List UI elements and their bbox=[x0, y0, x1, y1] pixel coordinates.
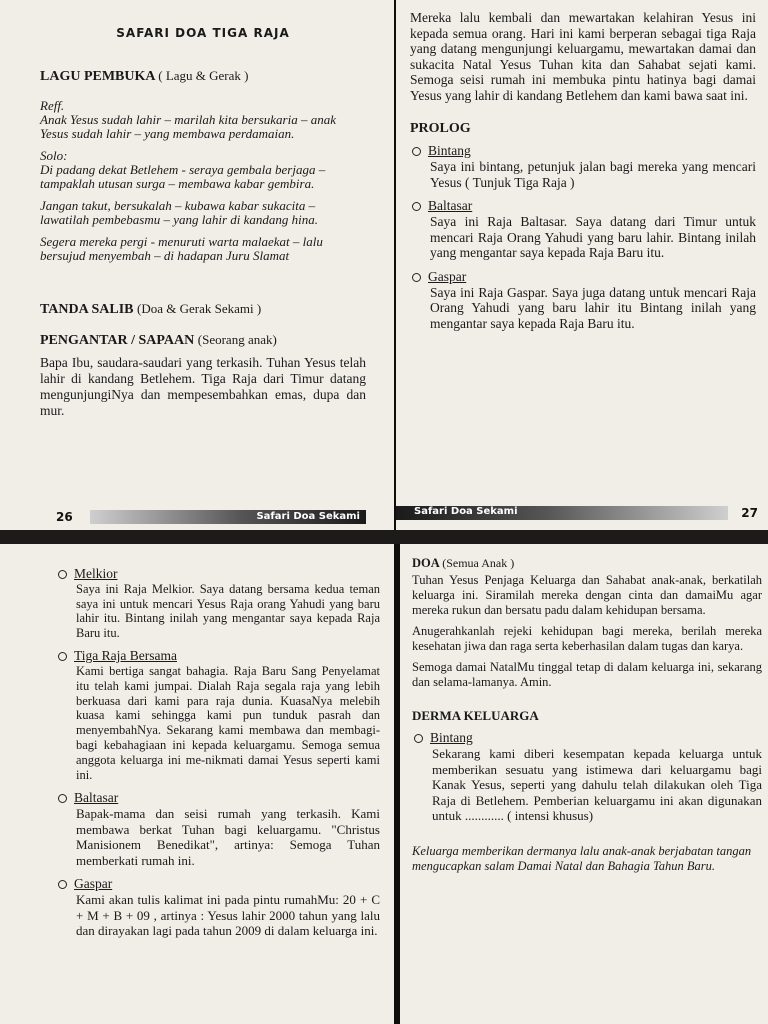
prolog-heading: PROLOG bbox=[410, 121, 471, 136]
role-text: Sekarang kami diberi kesempatan kepada keluarga untuk memberikan sesuatu yang istimewa dari keluargamu bagi Kanak Yesus, seperti yang dahulu telah dilakukan oleh Tiga Raja di Betlehem. Pemberian keluargamu ini akan digunakan untuk ............ ( intensi khusus) bbox=[432, 746, 762, 823]
bullet-circle-icon bbox=[412, 273, 421, 282]
closing-instruction: Keluarga memberikan dermanya lalu anak-anak berjabatan tangan mengucapkan salam Damai Natal dan Bahagia Tahun Baru. bbox=[412, 843, 752, 873]
role-name: Baltasar bbox=[74, 790, 119, 806]
role-name: Gaspar bbox=[428, 268, 467, 284]
bullet-circle-icon bbox=[58, 794, 67, 803]
doa-paragraph-2: Anugerahkanlah rejeki kehidupan bagi mereka, berilah mereka kesehatan jiwa dan raga serta keberhasilan dalam tugas dan karya. bbox=[412, 624, 762, 653]
page-27-footer bbox=[396, 504, 768, 522]
role-name: Gaspar bbox=[74, 876, 113, 892]
bullet-circle-icon bbox=[414, 734, 423, 743]
role-bintang bbox=[410, 143, 756, 159]
role-text: Bapak-mama dan seisi rumah yang terkasih. Kami membawa berkat Tuhan bagi keluargamu. "Christus Manisionem Benedikat", artinya: Semoga Tuhan memberkati rumah ini. bbox=[76, 806, 380, 868]
role-name: Baltasar bbox=[428, 198, 473, 213]
page-29 bbox=[400, 544, 768, 1024]
reff-label: Reff. bbox=[40, 98, 65, 113]
bullet-circle-icon bbox=[58, 880, 67, 889]
doa-heading bbox=[412, 556, 762, 571]
tanda-salib-heading bbox=[40, 301, 366, 318]
page-number-26: 26 bbox=[56, 510, 73, 524]
role-gaspar bbox=[56, 876, 380, 892]
solo-verse-3: Segera mereka pergi - menuruti warta malaekat – lalu bersujud menyembah – di hadapan Juru Slamat bbox=[40, 234, 323, 263]
page-28 bbox=[0, 544, 394, 1024]
doa-heading-text: DOA bbox=[412, 556, 440, 570]
role-name: Melkior bbox=[74, 566, 118, 581]
role-text: Saya ini Raja Gaspar. Saya juga datang untuk mencari Raja Orang Yahudi yang baru lahir itu Bintang inilah yang mengantar saya kepada Raja Baru itu. bbox=[430, 284, 756, 331]
role-name: Bintang bbox=[430, 730, 473, 745]
lagu-heading-sub: ( Lagu & Gerak ) bbox=[158, 68, 249, 83]
solo-verse-2: Jangan takut, bersukalah – kubawa kabar sukacita – lawatilah pembebasmu – yang lahir di kandang hina. bbox=[40, 198, 319, 227]
pengantar-text: Bapa Ibu, saudara-saudari yang terkasih. Tuhan Yesus telah lahir di kandang Betlehem. Tiga Raja dari Timur datang mengunjungiNya dan mempesembahkan emas, dupa dan mur. bbox=[40, 355, 366, 418]
doa-paragraph-1: Tuhan Yesus Penjaga Keluarga dan Sahabat anak-anak, berkatilah keluarga ini. Siramilah mereka dengan cinta dan damaiMu agar mereka rukun dan bersatu padu dalam kehidupan bersama. bbox=[412, 573, 762, 617]
page-gutter-bottom bbox=[394, 544, 400, 1024]
intro-text: Mereka lalu kembali dan mewartakan kelahiran Yesus ini kepada semua orang. Hari ini kami berperan sebagai tiga Raja yang datang mengunjungi keluargamu, mewartakan damai dan sukacita Natal Yesus Tuhan kita dan Sahabat sejati kami. Semoga seisi rumah ini membuka pintu hatinya bagi damai Yesus yang lahir di kandang Betlehem dan kami bawa saat ini. bbox=[410, 10, 756, 103]
solo-verse-1: Di padang dekat Betlehem - seraya gembala berjaga – tampaklah utusan surga – membawa kabar gembira. bbox=[40, 162, 326, 191]
role-tiga-raja bbox=[56, 648, 380, 664]
page-26-footer bbox=[0, 508, 394, 526]
role-gaspar bbox=[410, 269, 756, 285]
page-number-27: 27 bbox=[741, 506, 758, 520]
doa-paragraph-3: Semoga damai NatalMu tinggal tetap di dalam keluarga ini, sekarang dan selama-lamanya. Amin. bbox=[412, 660, 762, 689]
solo-label: Solo: bbox=[40, 148, 68, 163]
bullet-circle-icon bbox=[412, 147, 421, 156]
footer-label: Safari Doa Sekami bbox=[414, 506, 518, 517]
role-baltasar bbox=[410, 198, 756, 214]
role-bintang bbox=[412, 730, 762, 746]
bullet-circle-icon bbox=[412, 202, 421, 211]
role-text: Saya ini bintang, petunjuk jalan bagi mereka yang mencari Yesus ( Tunjuk Tiga Raja ) bbox=[430, 159, 756, 190]
tanda-heading-text: TANDA SALIB bbox=[40, 302, 134, 317]
role-baltasar bbox=[56, 790, 380, 806]
booklet-title: SAFARI DOA TIGA RAJA bbox=[116, 26, 290, 40]
role-name: Tiga Raja Bersama bbox=[74, 648, 177, 663]
reff-text: Anak Yesus sudah lahir – marilah kita bersukaria – anak Yesus sudah lahir – yang membawa perdamaian. bbox=[40, 112, 336, 141]
pengantar-heading bbox=[40, 332, 366, 349]
pengantar-heading-sub: (Seorang anak) bbox=[197, 332, 277, 347]
role-text: Kami bertiga sangat bahagia. Raja Baru Sang Penyelamat itu telah kami jumpai. Dialah Raja segala raja yang lebih berkuasa dari kami para raja dunia. KuasaNya melebih kuasa kami sehingga kami pun tunduk pasrah dan menyembahNya. Sekarang kami membawa dan membagi-bagi kebahagiaan ini kepada keluargamu. Semoga semua anggota keluarga ini me-nikmati damai Yesus seperti kami ini. bbox=[76, 664, 380, 782]
pengantar-heading-text: PENGANTAR / SAPAAN bbox=[40, 333, 195, 348]
doa-heading-sub: (Semua Anak ) bbox=[442, 556, 515, 570]
lagu-pembuka-heading bbox=[40, 68, 366, 85]
tanda-heading-sub: (Doa & Gerak Sekami ) bbox=[137, 301, 262, 316]
page-26 bbox=[0, 0, 394, 530]
role-melkior bbox=[56, 566, 380, 582]
role-name: Bintang bbox=[428, 143, 471, 158]
role-text: Kami akan tulis kalimat ini pada pintu rumahMu: 20 + C + M + B + 09 , artinya : Yesus lahir 2000 tahun yang lalu dan dirayakan lagi pada tahun 2009 di dalam keluarga ini. bbox=[76, 892, 380, 939]
derma-heading: DERMA KELUARGA bbox=[412, 708, 539, 723]
bullet-circle-icon bbox=[58, 570, 67, 579]
role-text: Saya ini Raja Baltasar. Saya datang dari Timur untuk mencari Raja Orang Yahudi yang baru lahir. Bintang inilah yang mengantar saya kepada Raja Baru itu. bbox=[430, 214, 756, 260]
page-27 bbox=[396, 0, 768, 530]
lagu-heading-text: LAGU PEMBUKA bbox=[40, 69, 155, 84]
footer-label: Safari Doa Sekami bbox=[256, 511, 360, 522]
bullet-circle-icon bbox=[58, 652, 67, 661]
role-text: Saya ini Raja Melkior. Saya datang bersama kedua teman saya ini untuk mencari Yesus Raja orang Yahudi yang baru lahir itu. Bintang inilah yang mengantar saya kepada Raja Baru itu. bbox=[76, 582, 380, 640]
page-gutter-top bbox=[394, 0, 396, 530]
